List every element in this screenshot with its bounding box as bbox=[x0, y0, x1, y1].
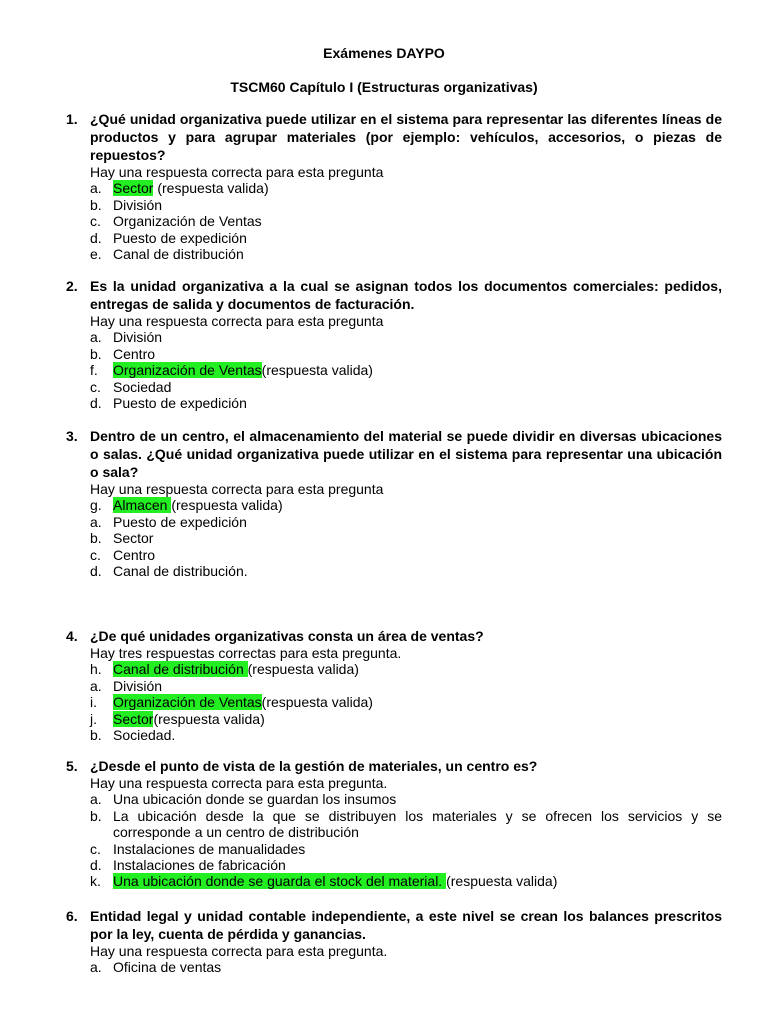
option-letter: a. bbox=[90, 180, 102, 197]
option-letter: d. bbox=[90, 229, 102, 246]
option-text-highlighted: Una ubicación donde se guarda el stock del material. bbox=[113, 873, 447, 890]
option-letter: b. bbox=[90, 345, 102, 362]
option-text: Sociedad. bbox=[113, 727, 176, 744]
answer-option bbox=[90, 197, 722, 213]
answer-option bbox=[90, 213, 722, 229]
question-text: Dentro de un centro, el almacenamiento del material se puede dividir en diversas ubicaciones o salas. ¿Qué unidad organizativa puede utilizar en el sistema para representar una ubicación o sala? bbox=[90, 428, 722, 480]
option-note: (respuesta valida) bbox=[153, 180, 269, 197]
option-letter: j. bbox=[90, 710, 97, 727]
question-4 bbox=[66, 627, 722, 743]
option-letter: d. bbox=[90, 857, 102, 874]
option-note: (respuesta valida) bbox=[261, 362, 373, 379]
option-letter: c. bbox=[90, 546, 101, 563]
question-text: Es la unidad organizativa a la cual se asignan todos los documentos comerciales: pedidos, entregas de salida y documentos de facturación. bbox=[90, 278, 722, 312]
question-heading bbox=[66, 757, 722, 775]
answer-option bbox=[90, 873, 722, 889]
option-text-highlighted: Canal de distribución bbox=[113, 661, 248, 678]
option-note: (respuesta valida) bbox=[247, 661, 359, 678]
option-text: Oficina de ventas bbox=[113, 959, 222, 976]
option-letter: i. bbox=[90, 694, 97, 711]
answer-option bbox=[90, 694, 722, 710]
question-5 bbox=[66, 757, 722, 890]
question-3 bbox=[66, 427, 722, 579]
option-text-highlighted: Organización de Ventas bbox=[113, 362, 262, 379]
question-1 bbox=[66, 110, 722, 262]
option-letter: c. bbox=[90, 213, 101, 230]
option-text: La ubicación desde la que se distribuyen los materiales y se ofrecen los servicios y se corresponde a un centro de distribución bbox=[113, 807, 722, 841]
answer-option bbox=[90, 563, 722, 579]
question-hint: Hay una respuesta correcta para esta pregunta bbox=[90, 164, 384, 180]
option-text: Instalaciones de manualidades bbox=[113, 840, 306, 857]
question-hint: Hay una respuesta correcta para esta pregunta bbox=[90, 313, 384, 329]
answer-option bbox=[90, 329, 722, 345]
option-text: Puesto de expedición bbox=[113, 395, 247, 412]
question-text: ¿De qué unidades organizativas consta un área de ventas? bbox=[90, 628, 484, 644]
option-text: Canal de distribución. bbox=[113, 563, 248, 580]
option-letter: c. bbox=[90, 840, 101, 857]
question-6 bbox=[66, 907, 722, 976]
question-number: 4. bbox=[66, 628, 78, 644]
option-letter: b. bbox=[90, 727, 102, 744]
answer-option bbox=[90, 530, 722, 546]
document-subtitle: TSCM60 Capítulo I (Estructuras organizativas) bbox=[230, 79, 538, 95]
option-text-highlighted: Organización de Ventas bbox=[113, 694, 262, 711]
option-text: División bbox=[113, 196, 163, 213]
option-letter: a. bbox=[90, 677, 102, 694]
option-letter: a. bbox=[90, 513, 102, 530]
option-text: Organización de Ventas bbox=[113, 213, 262, 230]
option-text: Centro bbox=[113, 546, 156, 563]
answer-option bbox=[90, 497, 722, 513]
question-number: 2. bbox=[66, 278, 78, 294]
option-note: (respuesta valida) bbox=[171, 497, 283, 514]
option-letter: g. bbox=[90, 497, 102, 514]
question-hint: Hay una respuesta correcta para esta pregunta. bbox=[90, 943, 388, 959]
option-letter: k. bbox=[90, 873, 101, 890]
option-letter: h. bbox=[90, 661, 102, 678]
option-text-highlighted: Almacen bbox=[113, 497, 172, 514]
answer-option bbox=[90, 547, 722, 563]
question-number: 1. bbox=[66, 111, 78, 127]
question-text: ¿Qué unidad organizativa puede utilizar en el sistema para representar las diferentes líneas de productos y para agrupar materiales (por ejemplo: vehículos, accesorios, o piezas de repuestos? bbox=[90, 111, 722, 163]
answer-option bbox=[90, 857, 722, 873]
answer-option bbox=[90, 395, 722, 411]
question-heading bbox=[66, 277, 722, 313]
answer-option bbox=[90, 711, 722, 727]
option-text-highlighted: Sector bbox=[113, 180, 154, 197]
answer-option bbox=[90, 841, 722, 857]
option-text: Puesto de expedición bbox=[113, 513, 247, 530]
option-text: Canal de distribución bbox=[113, 246, 244, 263]
answer-option bbox=[90, 808, 722, 841]
option-text: Instalaciones de fabricación bbox=[113, 857, 286, 874]
question-heading bbox=[66, 907, 722, 943]
option-text: Puesto de expedición bbox=[113, 229, 247, 246]
option-letter: b. bbox=[90, 530, 102, 547]
option-letter: d. bbox=[90, 563, 102, 580]
option-text: Centro bbox=[113, 345, 156, 362]
option-text: División bbox=[113, 329, 163, 346]
question-text: Entidad legal y unidad contable independiente, a este nivel se crean los balances prescritos por la ley, cuenta de pérdida y ganancias. bbox=[90, 908, 722, 942]
option-letter: b. bbox=[90, 807, 102, 824]
option-text: Sector bbox=[113, 530, 154, 547]
document-title: Exámenes DAYPO bbox=[323, 45, 445, 61]
option-letter: c. bbox=[90, 378, 101, 395]
question-2 bbox=[66, 277, 722, 411]
answer-option bbox=[90, 959, 722, 975]
question-heading bbox=[66, 427, 722, 481]
answer-option bbox=[90, 230, 722, 246]
question-hint: Hay una respuesta correcta para esta pregunta bbox=[90, 481, 384, 497]
question-text: ¿Desde el punto de vista de la gestión de materiales, un centro es? bbox=[90, 758, 538, 774]
option-letter: d. bbox=[90, 395, 102, 412]
option-text-highlighted: Sector bbox=[113, 710, 154, 727]
answer-option bbox=[90, 678, 722, 694]
option-letter: a. bbox=[90, 329, 102, 346]
option-note: (respuesta valida) bbox=[446, 873, 558, 890]
question-hint: Hay tres respuestas correctas para esta pregunta. bbox=[90, 645, 402, 661]
answer-option bbox=[90, 661, 722, 677]
question-hint: Hay una respuesta correcta para esta pregunta. bbox=[90, 775, 388, 791]
answer-option bbox=[90, 180, 722, 196]
answer-option bbox=[90, 727, 722, 743]
question-heading bbox=[66, 627, 722, 645]
question-heading bbox=[66, 110, 722, 164]
question-number: 3. bbox=[66, 428, 78, 444]
option-note: (respuesta valida) bbox=[261, 694, 373, 711]
answer-option bbox=[90, 791, 722, 807]
option-text: División bbox=[113, 677, 163, 694]
option-letter: b. bbox=[90, 196, 102, 213]
answer-option bbox=[90, 346, 722, 362]
question-number: 5. bbox=[66, 758, 78, 774]
answer-option bbox=[90, 379, 722, 395]
option-letter: a. bbox=[90, 959, 102, 976]
option-letter: a. bbox=[90, 791, 102, 808]
question-number: 6. bbox=[66, 908, 78, 924]
option-letter: f. bbox=[90, 362, 98, 379]
option-text: Una ubicación donde se guardan los insumos bbox=[113, 791, 397, 808]
option-letter: e. bbox=[90, 246, 102, 263]
answer-option bbox=[90, 246, 722, 262]
answer-option bbox=[90, 362, 722, 378]
option-note: (respuesta valida) bbox=[153, 710, 265, 727]
option-text: Sociedad bbox=[113, 378, 172, 395]
answer-option bbox=[90, 514, 722, 530]
